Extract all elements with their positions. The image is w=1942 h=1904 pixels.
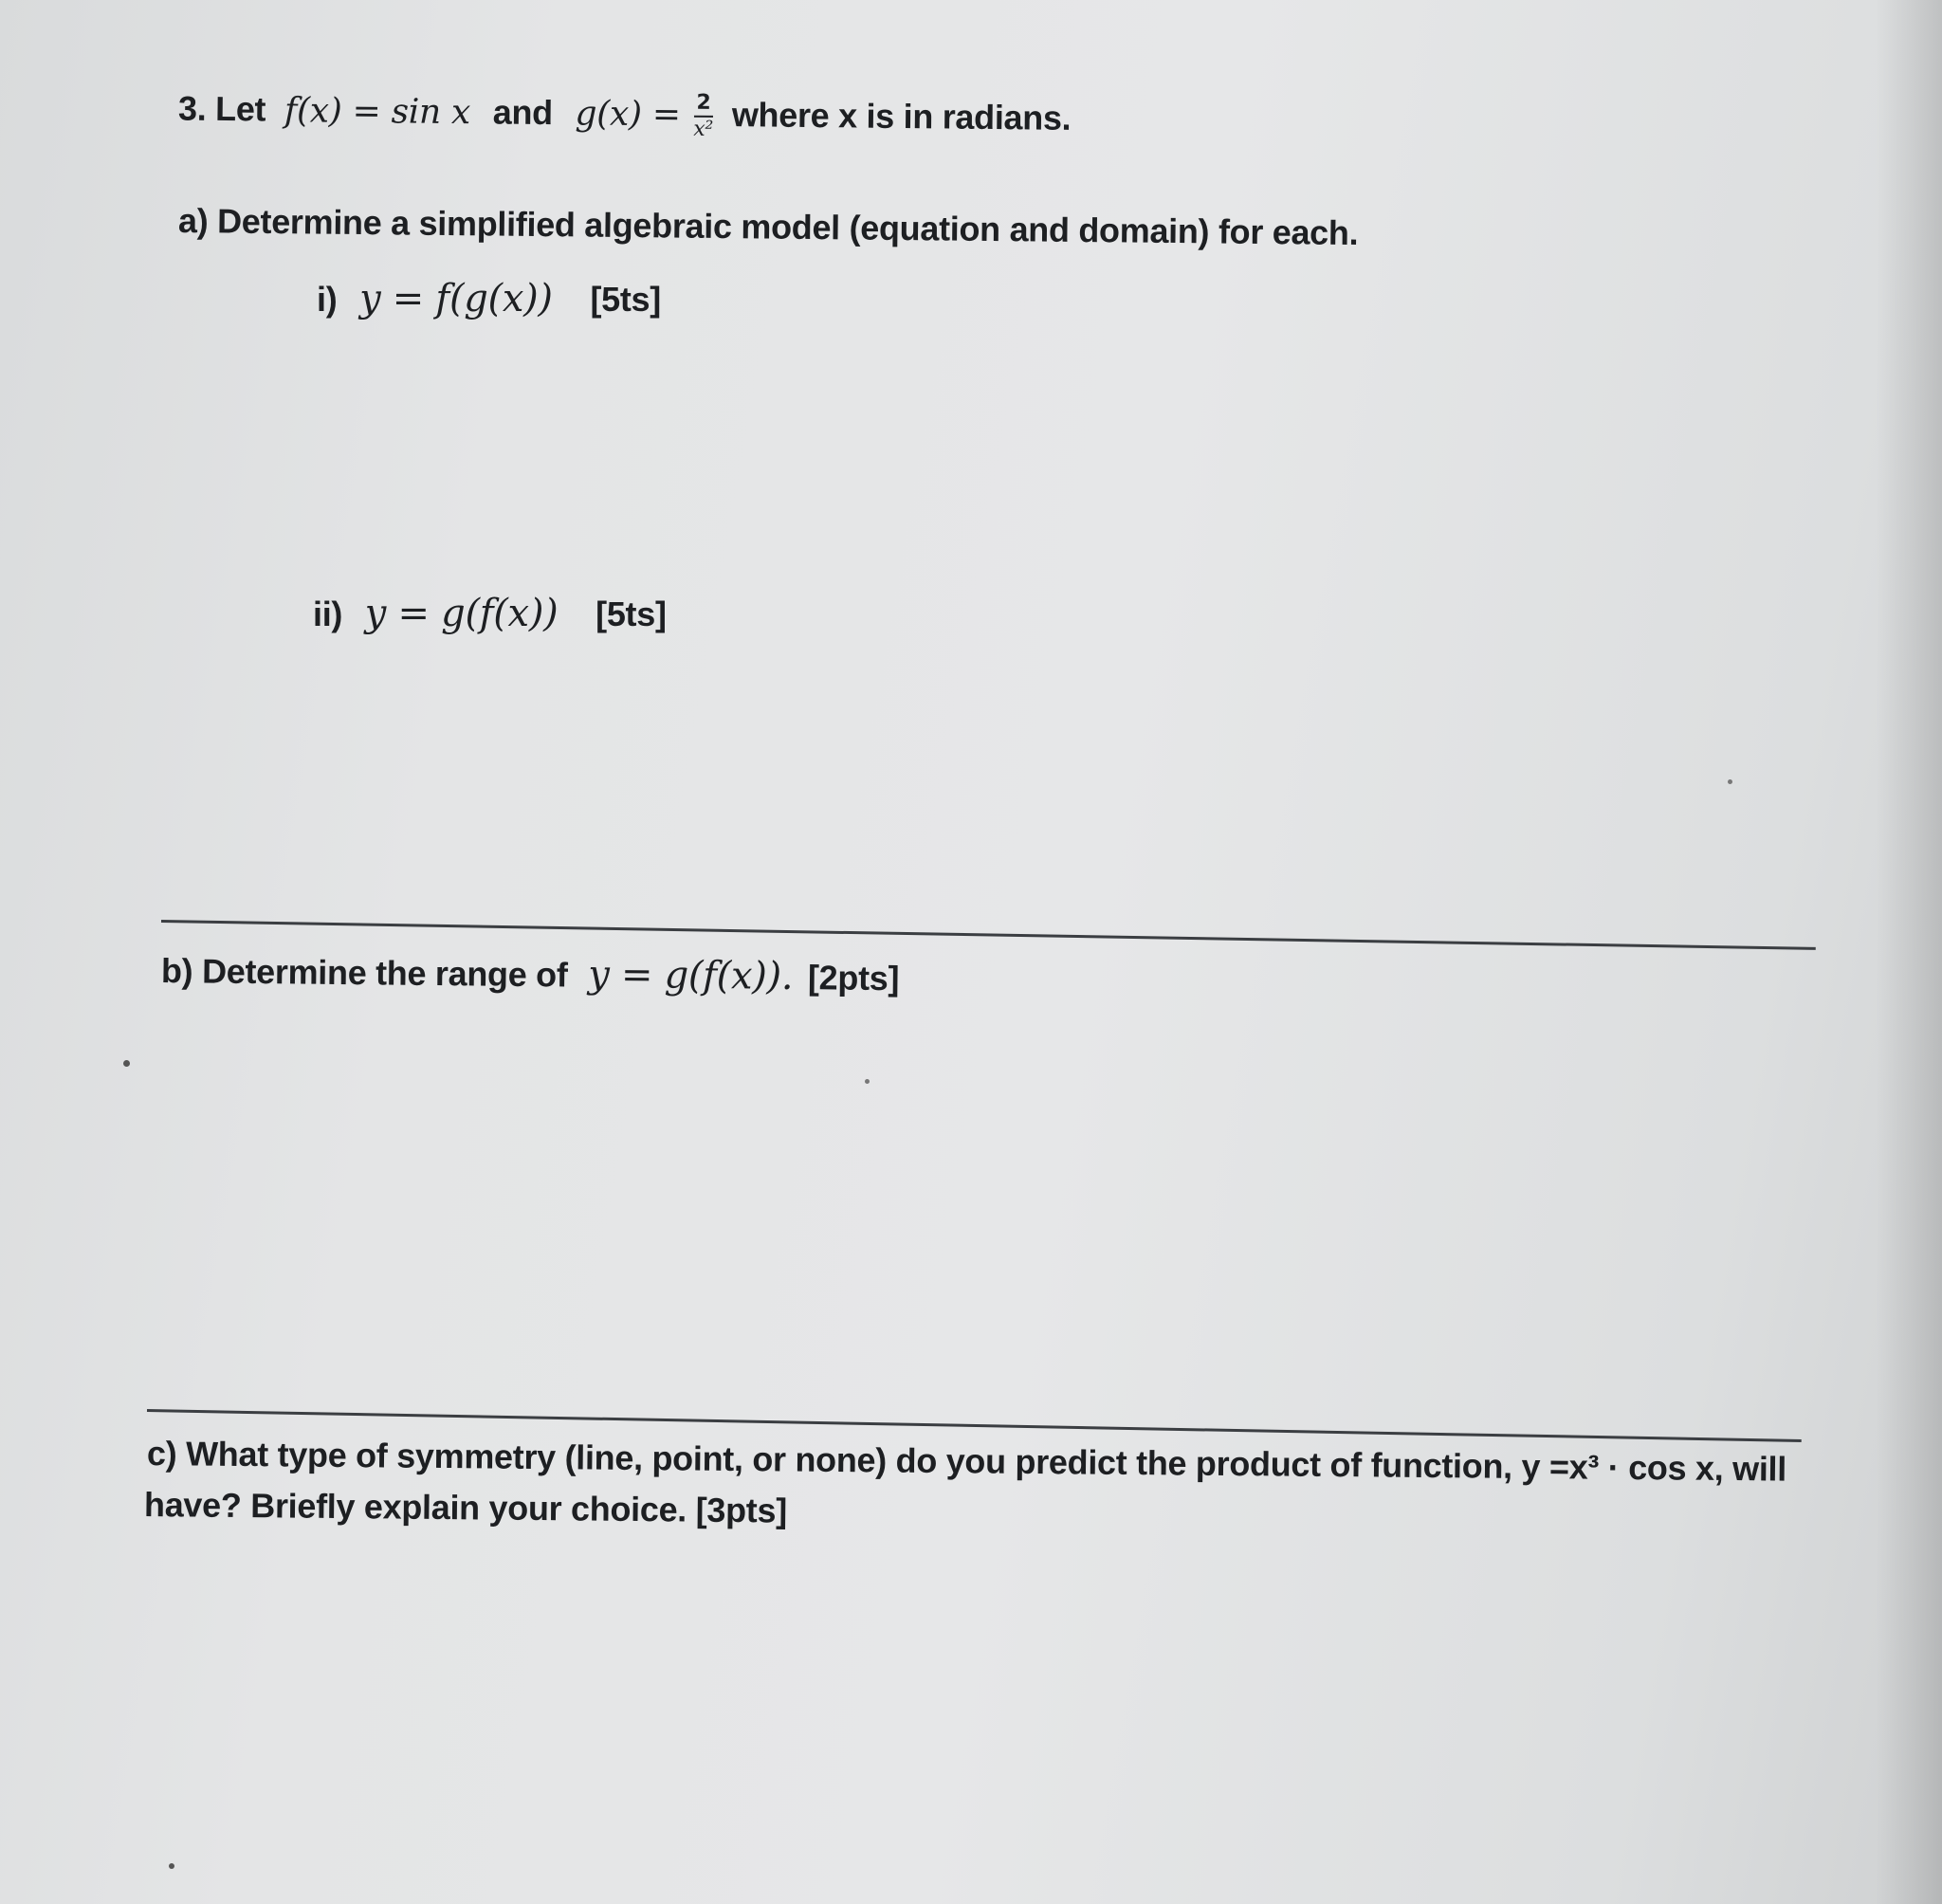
part-a-ii-label: ii)	[313, 595, 343, 633]
part-a-prompt: a) Determine a simplified algebraic model (equation and domain) for each.	[177, 201, 1359, 253]
divider-line-b	[161, 920, 1816, 950]
paper-speck	[1728, 779, 1732, 784]
question-intro	[178, 87, 1072, 144]
part-a-ii-points: [5ts]	[595, 595, 667, 633]
intro-suffix: where x is in radians.	[731, 94, 1072, 137]
g-lhs: g(x) =	[575, 93, 682, 135]
part-a-i-label: i)	[317, 280, 338, 319]
paper-speck	[123, 1060, 130, 1067]
and-word: and	[492, 91, 554, 132]
part-a-i-expression: y = f(g(x))	[359, 277, 553, 320]
part-a-ii-expression: y = g(f(x))	[364, 592, 559, 635]
paper-speck	[865, 1079, 870, 1084]
f-definition: f(x) = sin x	[284, 90, 471, 132]
intro-prefix: 3. Let	[177, 88, 266, 129]
part-a-i	[317, 277, 661, 320]
part-a-i-points: [5ts]	[590, 280, 661, 319]
part-b-prompt: b) Determine the range of	[160, 951, 568, 995]
part-b-points: [2pts]	[807, 958, 900, 998]
part-c-line2: have? Briefly explain your choice. [3pts]	[143, 1485, 788, 1530]
part-a-ii	[313, 592, 667, 635]
part-b	[161, 948, 900, 999]
g-denominator: x²	[693, 117, 714, 141]
paper-speck	[169, 1863, 174, 1869]
g-fraction	[693, 90, 714, 141]
page-edge-shadow	[1876, 0, 1942, 1904]
part-c-line1: c) What type of symmetry (line, point, or none) do you predict the product of function, y =x³ · cos x, will	[146, 1434, 1787, 1489]
g-numerator: 2	[693, 93, 713, 118]
part-b-expression: y = g(f(x)).	[588, 952, 794, 998]
